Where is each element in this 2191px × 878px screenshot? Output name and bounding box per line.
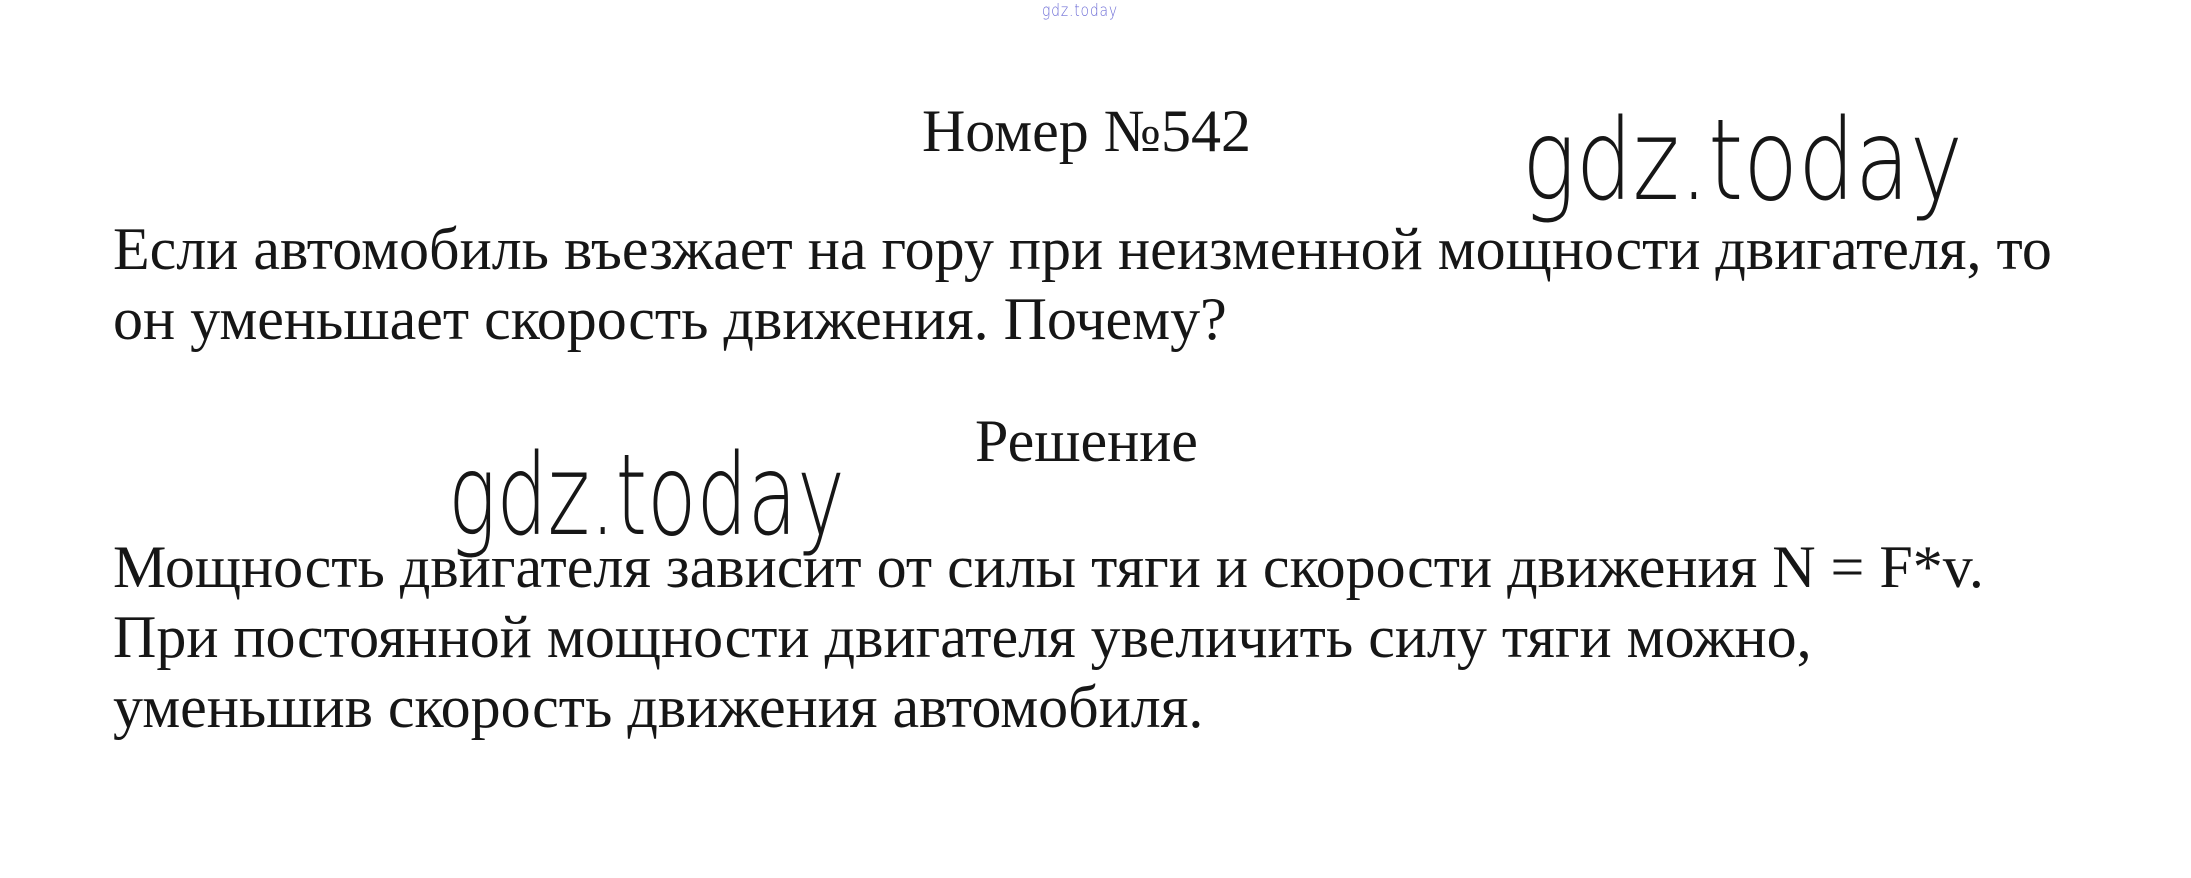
gdz-today-small-watermark: gdz.today <box>1042 1 1118 21</box>
problem-line-1: Если автомобиль въезжает на гору при неизменной мощности двигателя, то <box>113 216 2052 282</box>
gdz-today-logo: gdz.today <box>1522 96 1963 226</box>
problem-statement <box>113 214 2052 354</box>
gdz-today-mid-watermark: gdz.today <box>448 431 845 561</box>
solution-line-2: При постоянной мощности двигателя увеличить силу тяги можно, <box>113 604 1812 670</box>
problem-number-title: Номер №542 <box>921 98 1252 164</box>
problem-line-2: он уменьшает скорость движения. Почему? <box>113 286 1227 352</box>
solution-heading: Решение <box>975 408 1198 474</box>
solution-text <box>113 532 1984 742</box>
solution-line-3: уменьшив скорость движения автомобиля. <box>113 674 1204 740</box>
solution-line-1: Мощность двигателя зависит от силы тяги и скорости движения N = F*v. <box>113 534 1984 600</box>
